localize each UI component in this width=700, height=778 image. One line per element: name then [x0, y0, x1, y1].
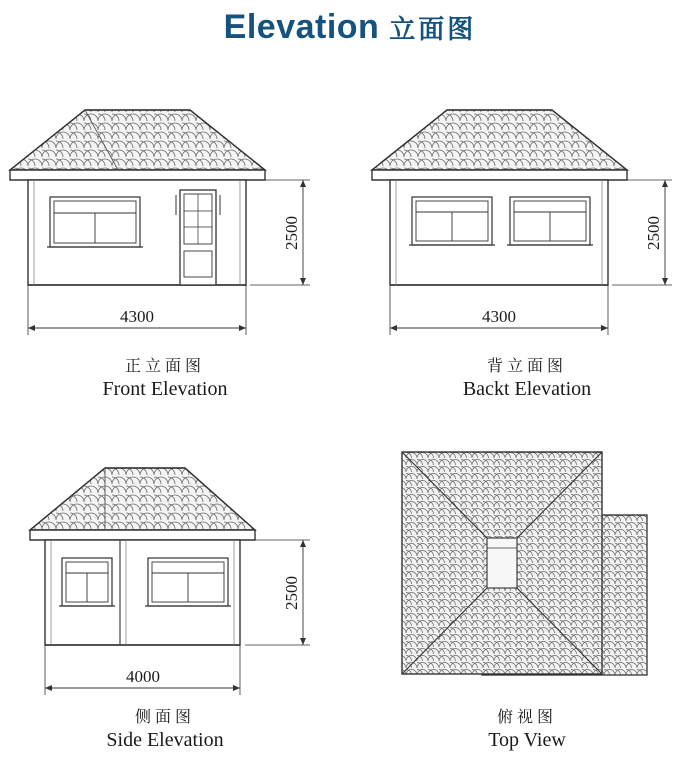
front-elevation-caption-cn: 正立面图 — [124, 358, 205, 375]
back-elevation-panel — [362, 85, 692, 405]
height-dimension-label: 2500 — [282, 216, 301, 250]
height-dimension — [612, 180, 672, 285]
top-view-caption-cn: 俯视图 — [496, 709, 557, 726]
roof-main — [402, 452, 602, 674]
front-elevation-panel — [0, 85, 330, 405]
top-view-caption — [362, 708, 692, 754]
page-title-en: Elevation — [223, 8, 380, 46]
height-dimension — [250, 180, 310, 285]
front-elevation-caption-en: Front Elevation — [102, 378, 228, 401]
window-right — [145, 558, 231, 606]
page-title — [0, 8, 700, 47]
roof — [372, 110, 627, 180]
side-elevation-panel — [0, 430, 330, 770]
width-dimension-label: 4300 — [120, 307, 154, 326]
width-dimension — [45, 645, 240, 695]
front-elevation-caption — [0, 357, 330, 403]
roof — [30, 468, 255, 540]
height-dimension-label: 2500 — [644, 216, 663, 250]
width-dimension-label: 4300 — [482, 307, 516, 326]
side-elevation-caption-cn: 侧面图 — [134, 709, 195, 726]
width-dimension-label: 4000 — [126, 667, 160, 686]
window-left — [409, 197, 495, 245]
height-dimension — [245, 540, 310, 645]
window — [47, 197, 143, 247]
side-elevation-caption — [0, 708, 330, 754]
roof — [10, 110, 265, 180]
top-view-panel — [362, 430, 692, 770]
back-elevation-caption — [362, 357, 692, 403]
top-view-caption-en: Top View — [488, 729, 566, 752]
page-title-cn: 立面图 — [389, 14, 477, 44]
height-dimension-label: 2500 — [282, 576, 301, 610]
back-elevation-caption-en: Backt Elevation — [462, 378, 592, 401]
window-right — [507, 197, 593, 245]
width-dimension — [28, 285, 246, 335]
side-elevation-caption-en: Side Elevation — [106, 729, 224, 752]
back-elevation-caption-cn: 背立面图 — [486, 358, 567, 375]
door — [176, 190, 220, 285]
width-dimension — [390, 285, 608, 335]
window-left — [59, 558, 115, 606]
